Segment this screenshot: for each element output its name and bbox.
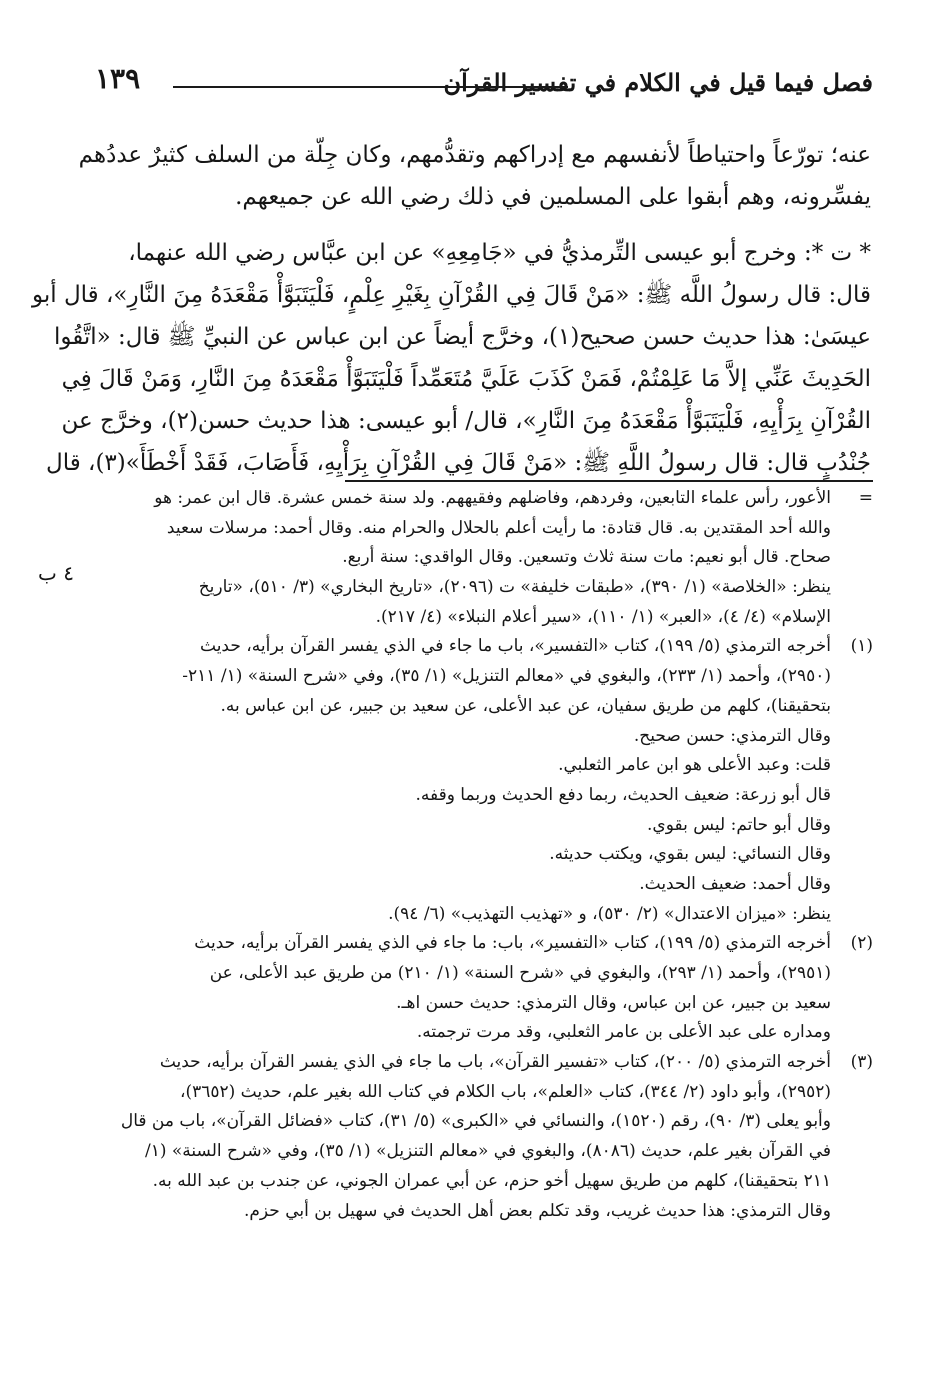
footnote-line: بتحقيقنا)، كلهم من طريق سفيان، عن عبد الأعلى، عن سعيد بن جبير، عن ابن عباس به. (220, 695, 831, 716)
text-line: القُرْآنِ بِرَأْيِهِ، فَلْيَتَبَوَّأْ مَقْعَدَهُ مِنَ النَّارِ»، قال/ أبو عيسى: هذا حديث حسن(٢)، وخرَّج عن (61, 408, 871, 434)
footnote-line: صحاح. قال أبو نعيم: مات سنة ثلاث وتسعين. وقال الواقدي: سنة أربع. (342, 547, 831, 568)
footnote-line: ينظر: «الخلاصة» (١/ ٣٩٠)، «طبقات خليفة» ت (٢٠٩٦)، «تاريخ البخاري» (٣/ ٥١٠)، «تاريخ (198, 577, 831, 598)
footnote-line: وأبو يعلى (٣/ ٩٠)، رقم (١٥٢٠)، والنسائي في «الكبرى» (٥/ ٣١)، كتاب «فضائل القرآن»، باب من قال (120, 1111, 831, 1132)
text-line: عيسَىٰ: هذا حديث حسن صحيح(١)، وخرَّج أيضاً عن ابن عباس عن النبيِّ ﷺ قال: «اتَّقُوا (53, 324, 871, 350)
footnote-line: (٣)أخرجه الترمذي (٥/ ٢٠٠)، كتاب «تفسير القرآن»، باب ما جاء في الذي يفسر القرآن برأيه، حديث (94, 1048, 873, 1078)
text-line: جُنْدُبٍ قال: قال رسولُ اللَّهِ ﷺ: «مَنْ قَالَ فِي القُرْآنِ بِرَأْيِهِ، فَأَصَابَ، فَقَدْ أَخْطَأَ»(٣)، قال (46, 450, 871, 476)
margin-note: ٤ ب (38, 561, 74, 585)
footnote-line: في القرآن بغير علم، حديث (٨٠٨٦)، والبغوي في «معالم التنزيل» (١/ ٣٥)، وفي «شرح السنة» (١/ (145, 1141, 831, 1162)
footnote-marker: (١) (850, 636, 873, 657)
footnote-marker: (٢) (850, 933, 873, 954)
footnote-line: قلت: وعبد الأعلى هو ابن عامر الثعلبي. (558, 755, 831, 776)
footnote-line: =الأعور، رأس علماء التابعين، وفردهم، وفاضلهم وفقيههم. ولد سنة خمس عشرة. قال ابن عمر: هو (94, 484, 873, 514)
footnote-line: ينظر: «ميزان الاعتدال» (٢/ ٥٣٠)، و «تهذيب التهذيب» (٦/ ٩٤). (388, 903, 831, 924)
footnote-line: وقال أبو حاتم: ليس بقوي. (647, 814, 831, 835)
text-line: الحَدِيثَ عَنِّي إلاَّ مَا عَلِمْتُمْ، فَمَنْ كَذَبَ عَلَيَّ مُتَعَمِّداً فَلْيَتَبَوَّأْ مَقْعَدَهُ مِنَ النَّارِ، وَمَنْ قَالَ فِي (61, 366, 871, 392)
footnote-line: (١)أخرجه الترمذي (٥/ ١٩٩)، كتاب «التفسير»، باب ما جاء في الذي يفسر القرآن برأيه، حديث (94, 632, 873, 662)
footnote-line: والله أحد المقتدين به. قال قتادة: ما رأيت أعلم بالحلال والحرام منه. وقال أحمد: مرسلات سعيد (166, 517, 831, 538)
running-title: فصل فيما قيل في الكلام في تفسير القرآن (443, 68, 873, 97)
footnote-line: (٢٩٥٢)، وأبو داود (٢/ ٣٤٤)، كتاب «العلم»، باب الكلام في كتاب الله بغير علم، حديث (٣٦٥٢)، (179, 1081, 831, 1102)
main-text (31, 134, 871, 484)
footnote-line: سعيد بن جبير، عن ابن عباس، وقال الترمذي: حديث حسن اهـ. (396, 992, 831, 1013)
footnote-line: وقال أحمد: ضعيف الحديث. (639, 873, 831, 894)
page-header (95, 58, 873, 110)
header-rule (173, 86, 568, 88)
footnote-line: (٢٩٥٠)، وأحمد (١/ ٢٣٣)، والبغوي في «معالم التنزيل» (١/ ٣٥)، وفي «شرح السنة» (١/ ٢١١- (182, 666, 831, 687)
text-line: يفسِّرونه، وهم أبقوا على المسلمين في ذلك رضي الله عن جميعهم. (235, 184, 871, 210)
footnote-line: (٢٩٥١)، وأحمد (١/ ٢٩٣)، والبغوي في «شرح السنة» (١/ ٢١٠) من طريق عبد الأعلى، عن (209, 963, 831, 983)
footnote-line: وقال النسائي: ليس بقوي، ويكتب حديثه. (549, 844, 831, 865)
footnote-line: الإسلام» (٤/ ٤)، «العبر» (١/ ١١٠)، «سير أعلام النبلاء» (٤/ ٢١٧). (375, 606, 831, 627)
page-number: ١٣٩ (95, 62, 141, 95)
text-line: * ت *: وخرج أبو عيسى التِّرمذيُّ في «جَامِعِهِ» عن ابن عبَّاس رضي الله عنهما، (128, 240, 871, 266)
footnote-separator (345, 480, 873, 482)
footnote-line: (٢)أخرجه الترمذي (٥/ ١٩٩)، كتاب «التفسير»، باب: ما جاء في الذي يفسر القرآن برأيه، حديث (94, 929, 873, 959)
footnote-line: وقال الترمذي: حسن صحيح. (633, 725, 831, 746)
footnote-marker: (٣) (850, 1052, 873, 1073)
footnote-marker: = (858, 488, 873, 508)
text-line: عنه؛ تورّعاً واحتياطاً لأنفسهم مع إدراكهم وتقدُّمهم، وكان جِلّة من السلف كثيرٌ عددُهم (78, 142, 871, 168)
footnote-line: ٢١١ بتحقيقنا)، كلهم من طريق سهيل أخو حزم، عن أبي عمران الجوني، عن جندب بن عبد الله به. (152, 1170, 831, 1191)
footnote-line: ومداره على عبد الأعلى بن عامر الثعلبي، وقد مرت ترجمته. (416, 1022, 831, 1043)
footnote-line: قال أبو زرعة: ضعيف الحديث، ربما دفع الحديث وربما وقفه. (415, 784, 831, 805)
footnote-line: وقال الترمذي: هذا حديث غريب، وقد تكلم بعض أهل الحديث في سهيل بن أبي حزم. (243, 1200, 831, 1221)
text-line: قال: قال رسولُ اللَّه ﷺ: «مَنْ قَالَ فِي القُرْآنِ بِغَيْرِ عِلْمٍ، فَلْيَتَبَوَّأْ مَقْعَدَهُ مِنَ النَّارِ»، قال أبو (31, 282, 871, 308)
footnotes (94, 484, 873, 1226)
